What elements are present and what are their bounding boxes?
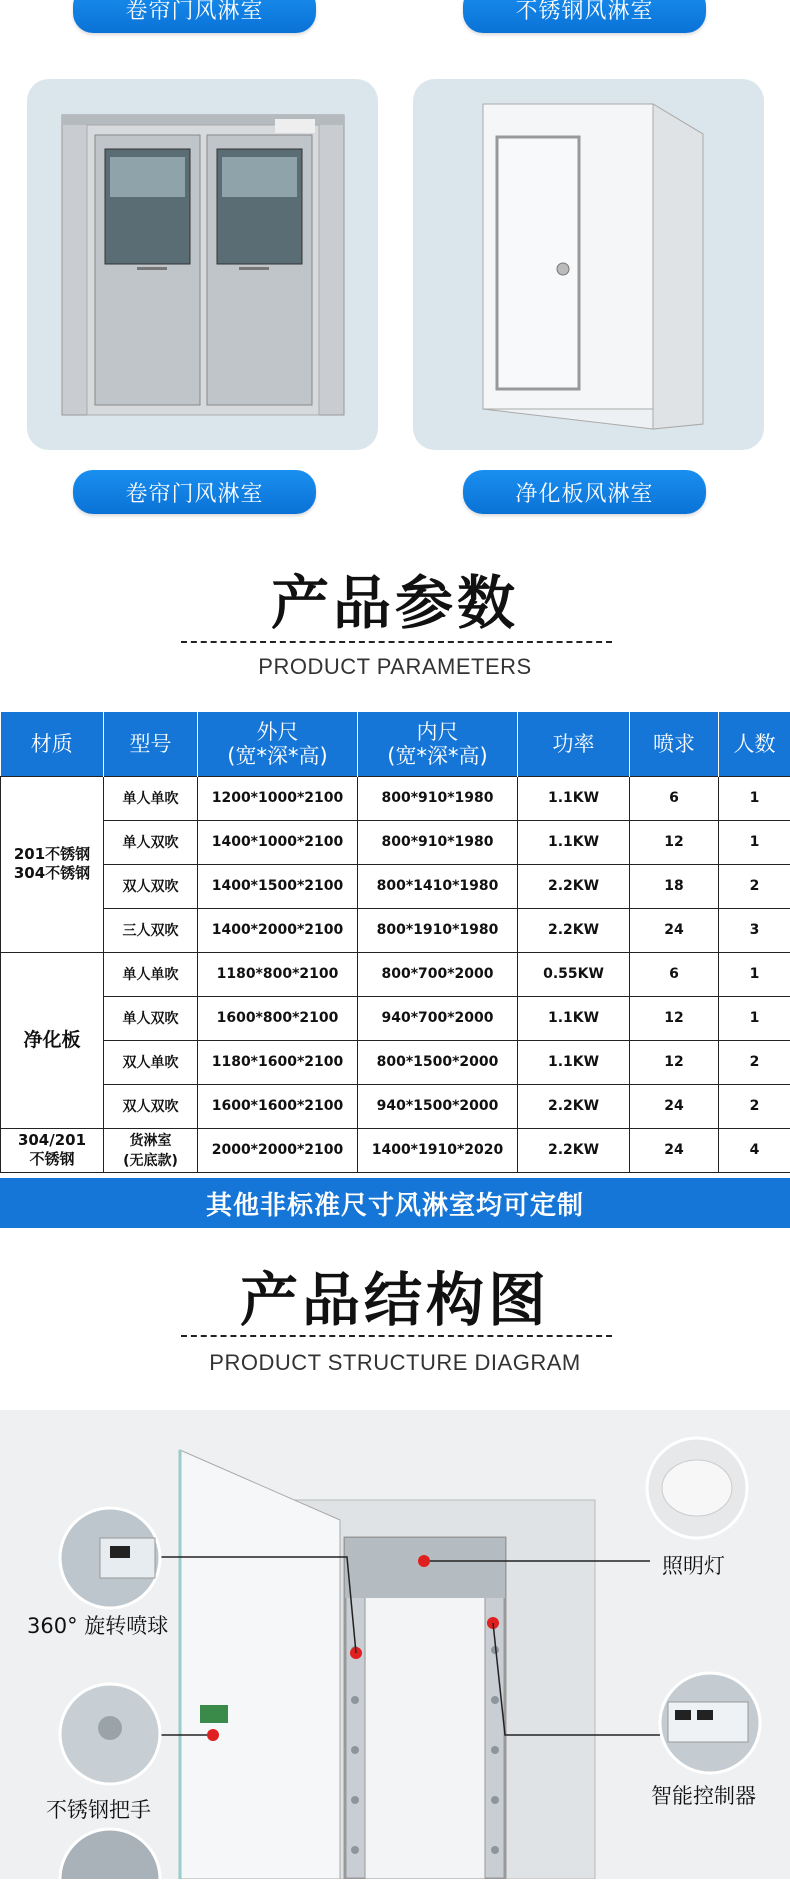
table-cell: 单人单吹 — [104, 952, 198, 996]
table-cell: 24 — [630, 908, 719, 952]
table-row — [1, 864, 790, 908]
table-cell: 0.55KW — [518, 952, 630, 996]
table-cell: 24 — [630, 1128, 719, 1172]
section-title-parameters: 产品参数 — [0, 556, 790, 640]
table-row — [1, 776, 790, 820]
table-row — [1, 1040, 790, 1084]
table-cell: 货淋室 (无底款) — [104, 1128, 198, 1172]
product-tag-stainless[interactable]: 不锈钢风淋室 — [463, 0, 706, 33]
section-title-structure: 产品结构图 — [0, 1253, 790, 1337]
table-cell: 单人双吹 — [104, 996, 198, 1040]
table-cell: 1400*1500*2100 — [198, 864, 358, 908]
table-cell: 1400*1000*2100 — [198, 820, 358, 864]
material-cell: 201不锈钢 304不锈钢 — [1, 776, 104, 952]
table-cell: 2.2KW — [518, 1084, 630, 1128]
structure-diagram — [0, 1410, 790, 1879]
table-cell: 3 — [719, 908, 790, 952]
table-cell: 24 — [630, 1084, 719, 1128]
table-row — [1, 1084, 790, 1128]
table-cell: 4 — [719, 1128, 790, 1172]
header-power: 功率 — [518, 712, 630, 776]
table-cell: 2.2KW — [518, 908, 630, 952]
table-cell: 双人双吹 — [104, 1084, 198, 1128]
table-cell: 双人单吹 — [104, 1040, 198, 1084]
header-outer-size: 外尺 (宽*深*高) — [198, 712, 358, 776]
table-cell: 12 — [630, 996, 719, 1040]
header-nozzles: 喷求 — [630, 712, 719, 776]
header-inner-size: 内尺 (宽*深*高) — [358, 712, 518, 776]
table-cell: 1.1KW — [518, 1040, 630, 1084]
table-cell: 6 — [630, 952, 719, 996]
table-cell: 800*1410*1980 — [358, 864, 518, 908]
table-cell: 940*1500*2000 — [358, 1084, 518, 1128]
parameter-table — [0, 712, 790, 1173]
material-cell: 304/201 不锈钢 — [1, 1128, 104, 1172]
table-cell: 2.2KW — [518, 864, 630, 908]
table-cell: 单人单吹 — [104, 776, 198, 820]
product-tag-purification-panel[interactable]: 净化板风淋室 — [463, 470, 706, 514]
material-cell: 净化板 — [1, 952, 104, 1128]
table-cell: 800*910*1980 — [358, 776, 518, 820]
header-model: 型号 — [104, 712, 198, 776]
table-cell: 1400*1910*2020 — [358, 1128, 518, 1172]
table-cell: 1 — [719, 952, 790, 996]
table-cell: 1600*1600*2100 — [198, 1084, 358, 1128]
product-image-rolling-door — [27, 79, 378, 450]
table-cell: 1200*1000*2100 — [198, 776, 358, 820]
callout-rotating-nozzle: 360° 旋转喷球 — [27, 1610, 168, 1640]
product-tag-rolling-door[interactable]: 卷帘门风淋室 — [73, 0, 316, 33]
callout-smart-controller: 智能控制器 — [651, 1780, 756, 1810]
callout-light: 照明灯 — [662, 1550, 725, 1580]
table-row — [1, 908, 790, 952]
callout-stainless-handle: 不锈钢把手 — [46, 1794, 151, 1824]
section-divider — [181, 641, 612, 643]
table-row — [1, 996, 790, 1040]
table-row — [1, 820, 790, 864]
table-row — [1, 1128, 790, 1172]
table-cell: 2000*2000*2100 — [198, 1128, 358, 1172]
table-cell: 12 — [630, 1040, 719, 1084]
table-cell: 1180*800*2100 — [198, 952, 358, 996]
product-image-purification-panel — [413, 79, 764, 450]
table-cell: 1 — [719, 820, 790, 864]
table-cell: 940*700*2000 — [358, 996, 518, 1040]
table-cell: 1 — [719, 996, 790, 1040]
table-cell: 三人双吹 — [104, 908, 198, 952]
table-cell: 800*910*1980 — [358, 820, 518, 864]
table-cell: 1 — [719, 776, 790, 820]
table-cell: 2 — [719, 1084, 790, 1128]
header-persons: 人数 — [719, 712, 790, 776]
table-cell: 单人双吹 — [104, 820, 198, 864]
table-cell: 18 — [630, 864, 719, 908]
table-cell: 800*700*2000 — [358, 952, 518, 996]
table-cell: 12 — [630, 820, 719, 864]
table-cell: 2.2KW — [518, 1128, 630, 1172]
table-cell: 800*1500*2000 — [358, 1040, 518, 1084]
section-subtitle-structure: PRODUCT STRUCTURE DIAGRAM — [0, 1350, 790, 1376]
table-cell: 双人双吹 — [104, 864, 198, 908]
table-cell: 1.1KW — [518, 776, 630, 820]
section-divider-2 — [181, 1335, 612, 1337]
product-tag-rolling-door-2[interactable]: 卷帘门风淋室 — [73, 470, 316, 514]
section-subtitle-parameters: PRODUCT PARAMETERS — [0, 654, 790, 680]
table-cell: 800*1910*1980 — [358, 908, 518, 952]
custom-size-banner: 其他非标准尺寸风淋室均可定制 — [0, 1178, 790, 1228]
table-cell: 1.1KW — [518, 820, 630, 864]
table-cell: 1600*800*2100 — [198, 996, 358, 1040]
table-cell: 2 — [719, 864, 790, 908]
table-header-row — [1, 712, 790, 776]
table-cell: 6 — [630, 776, 719, 820]
table-cell: 1400*2000*2100 — [198, 908, 358, 952]
table-cell: 1180*1600*2100 — [198, 1040, 358, 1084]
table-row — [1, 952, 790, 996]
header-material: 材质 — [1, 712, 104, 776]
table-cell: 1.1KW — [518, 996, 630, 1040]
table-cell: 2 — [719, 1040, 790, 1084]
